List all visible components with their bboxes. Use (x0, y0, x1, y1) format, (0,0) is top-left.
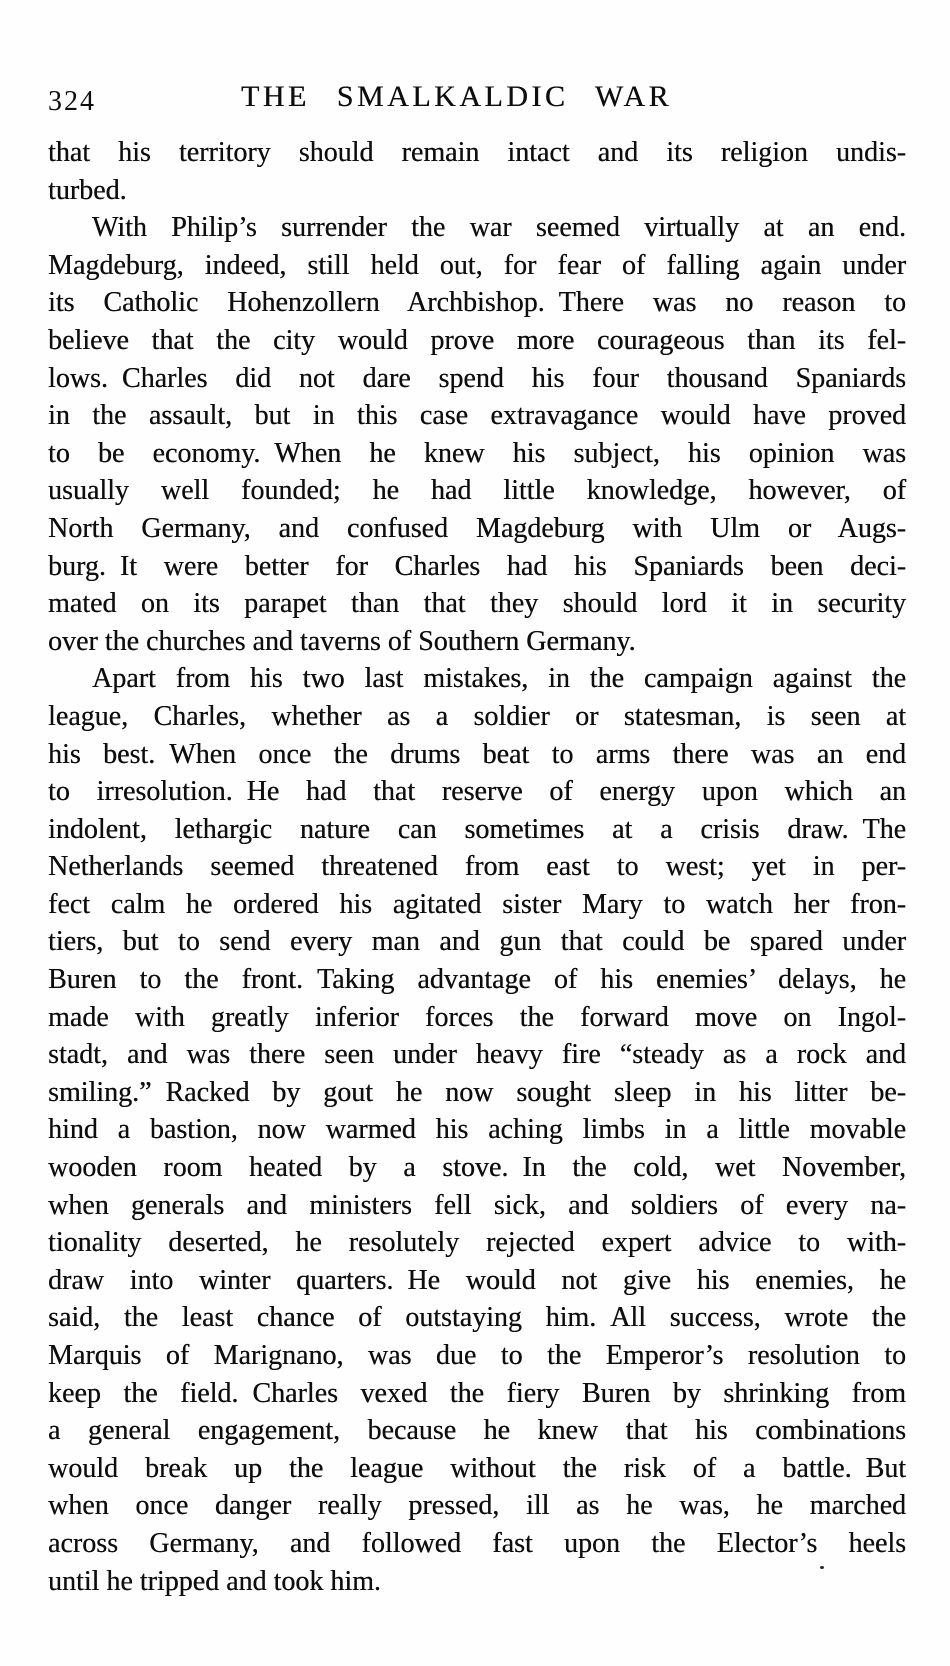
paragraph (48, 209, 906, 660)
text-line: Marquis of Marignano, was due to the Emperor’s resolution to (48, 1340, 906, 1371)
text-line: would break up the league without the risk of a battle. But (48, 1452, 906, 1484)
text-line: stadt, and was there seen under heavy fire “steady as a rock and (48, 1039, 906, 1071)
text-line: tiers, but to send every man and gun that could be spared under (48, 926, 906, 958)
text-line: that his territory should remain intact and its religion undis- (48, 137, 906, 168)
page-head (48, 80, 905, 120)
text-line: wooden room heated by a stove. In the cold, wet November, (48, 1152, 906, 1184)
text-line: burg. It were better for Charles had his Spaniards been deci- (48, 550, 906, 582)
text-line: Magdeburg, indeed, still held out, for fear of falling again under (48, 249, 906, 281)
text-line: Buren to the front. Taking advantage of his enemies’ delays, he (48, 964, 906, 996)
text-line: mated on its parapet than that they should lord it in security (48, 588, 906, 620)
text-line: league, Charles, whether as a soldier or statesman, is seen at (48, 700, 906, 732)
text-line: North Germany, and confused Magdeburg with Ulm or Augs- (48, 512, 906, 544)
text-line: over the churches and taverns of Southern Germany. (48, 625, 636, 657)
body-text (48, 134, 906, 1600)
text-line: Apart from his two last mistakes, in the campaign against the (92, 663, 906, 695)
text-line: until he tripped and took him. (48, 1565, 381, 1597)
text-line: when generals and ministers fell sick, and soldiers of every na- (48, 1189, 906, 1221)
text-line: indolent, lethargic nature can sometimes at a crisis draw. The (48, 813, 906, 845)
text-line: turbed. (48, 174, 127, 206)
text-line: draw into winter quarters. He would not give his enemies, he (48, 1264, 906, 1296)
text-line: believe that the city would prove more courageous than its fel- (48, 324, 906, 356)
text-line: its Catholic Hohenzollern Archbishop. There was no reason to (48, 287, 906, 319)
text-line: Netherlands seemed threatened from east to west; yet in per- (48, 851, 906, 883)
text-line: fect calm he ordered his agitated sister Mary to watch her fron- (48, 888, 906, 920)
text-line: made with greatly inferior forces the forward move on Ingol- (48, 1001, 906, 1033)
text-line: usually well founded; he had little knowledge, however, of (48, 475, 906, 507)
text-line: hind a bastion, now warmed his aching limbs in a little movable (48, 1114, 906, 1146)
paragraph (48, 134, 906, 209)
text-line: his best. When once the drums beat to arms there was an end (48, 738, 906, 770)
text-line: tionality deserted, he resolutely rejected expert advice to with- (48, 1227, 906, 1259)
paragraph (48, 660, 906, 1600)
scan-speck-artifact (820, 1566, 824, 1569)
text-line: a general engagement, because he knew that his combinations (48, 1415, 906, 1447)
text-line: to irresolution. He had that reserve of energy upon which an (48, 776, 906, 808)
page-number: 324 (48, 86, 96, 117)
text-line: when once danger really pressed, ill as he was, he marched (48, 1490, 906, 1522)
text-line: keep the field. Charles vexed the fiery Buren by shrinking from (48, 1377, 906, 1409)
text-line: across Germany, and followed fast upon the Elector’s heels (48, 1527, 906, 1559)
running-header: THE SMALKALDIC WAR (240, 80, 673, 113)
text-line: in the assault, but in this case extravagance would have proved (48, 400, 906, 432)
text-line: said, the least chance of outstaying him. All success, wrote the (48, 1302, 906, 1334)
text-line: to be economy. When he knew his subject, his opinion was (48, 437, 906, 469)
text-line: With Philip’s surrender the war seemed virtually at an end. (92, 212, 906, 244)
text-line: smiling.” Racked by gout he now sought sleep in his litter be- (48, 1076, 906, 1108)
text-line: lows. Charles did not dare spend his four thousand Spaniards (48, 362, 906, 394)
